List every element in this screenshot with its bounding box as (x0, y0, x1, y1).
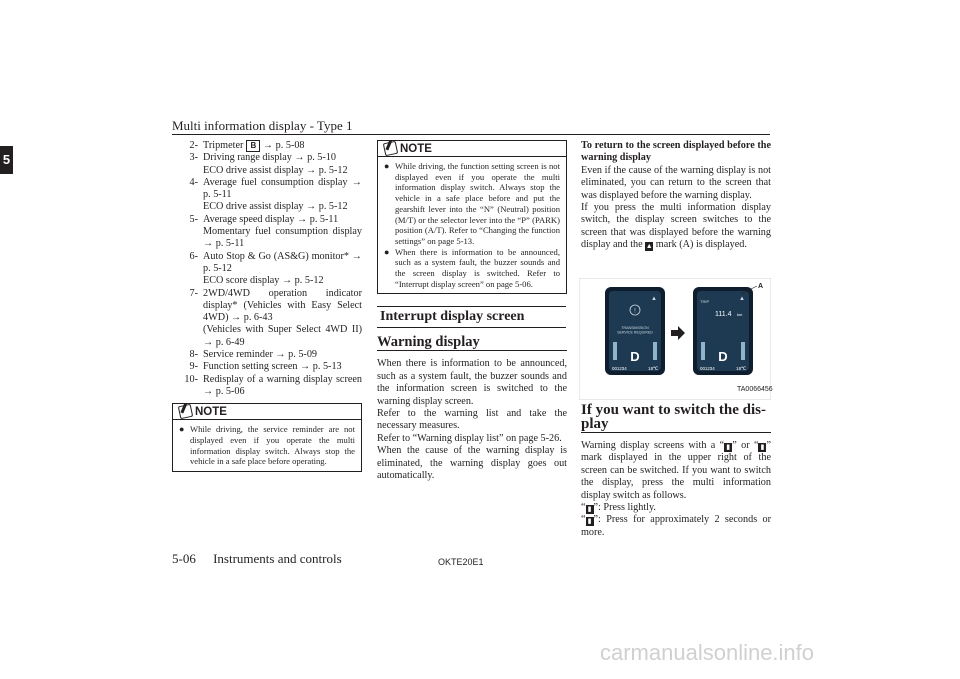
list-item-text (203, 361, 362, 373)
list-item-number: 4- (189, 176, 198, 188)
list-line: Average speed display → p. 5-11 (203, 213, 339, 225)
list-line: → p. 5-08 (260, 140, 305, 151)
display-illustration (579, 278, 771, 400)
right-screen-odo: 001234 (700, 366, 715, 371)
paragraph: Refer to “Warning display list” on page 5-26. (377, 432, 562, 444)
switch-option-2 (581, 514, 771, 539)
list-item (172, 140, 362, 152)
list-line: Average fuel consumption display → p. 5-11 (203, 176, 362, 201)
tripmeter-b-icon: B (246, 140, 260, 152)
list-item-number: 5- (189, 213, 198, 225)
note-text: While driving, the function setting screen is not displayed even if you operate the multi information display switch. Always stop the vehicle in a safe place before and put the gearshift lever into the “N” (Neutral) position (M/T) or the selector lever into the “P” (PARK) position (A/T). Refer to “Changing the function settings” on page 5-13. (395, 161, 560, 246)
list-line: (Vehicles with Super Select 4WD II) → p. 6-49 (203, 324, 362, 348)
list-item (172, 349, 362, 361)
list-line: 2WD/4WD operation indicator display* (Vehicles with Easy Select 4WD) → p. 6-43 (203, 287, 362, 324)
switch-heading-line1: If you want to switch the dis- (581, 402, 767, 418)
warning-display-figure (579, 278, 771, 400)
note-header (173, 404, 361, 420)
header-rule (172, 134, 770, 135)
list-item-text (203, 349, 362, 361)
list-item-text (203, 288, 362, 349)
double-mark-icon: ▮ (758, 443, 766, 452)
switch-heading-rule (581, 432, 771, 433)
list-line: Auto Stop & Go (AS&G) monitor* → p. 5-12 (203, 250, 362, 274)
left-screen-gear: D (630, 349, 640, 364)
footer-page (172, 551, 342, 567)
switch-text: “ (581, 514, 586, 526)
mark-a-icon: ▲ (645, 243, 653, 251)
left-screen-line1: TRANSMISSION (621, 326, 649, 330)
left-column (172, 140, 362, 472)
footer-page-number: 5-06 (172, 551, 196, 566)
middle-column (377, 140, 567, 483)
switch-text: Warning display screens with a “ (581, 440, 725, 451)
footer-code: OKTE20E1 (438, 557, 484, 567)
return-paragraph-1: Even if the cause of the warning display is not eliminated, you can return to the screen that was displayed before the warning display. (581, 164, 771, 201)
note-text: When there is information to be announced, such as a system fault, the buzzer sounds and the screen display is switched. Refer to “Interrupt display screen” on page 5-06. (395, 246, 560, 289)
list-item-number: 7- (189, 287, 198, 299)
section-heading-interrupt (377, 306, 566, 328)
bullet-icon: ● (384, 161, 390, 171)
list-item (172, 152, 362, 177)
pencil-icon (178, 404, 193, 419)
list-item-number: 6- (189, 250, 198, 262)
list-line: Tripmeter (203, 140, 244, 151)
reference-list (172, 140, 362, 398)
note-item (179, 424, 355, 467)
list-item-text (203, 374, 362, 399)
list-line: Redisplay of a warning display screen → p. 5-06 (203, 373, 362, 397)
pencil-icon (383, 141, 398, 156)
note-box-left (172, 403, 362, 472)
figure-label-a: A (758, 283, 764, 290)
switch-text: ”: Press for approximately 2 seconds or more. (581, 514, 771, 538)
list-item (172, 288, 362, 349)
list-item-text (203, 177, 362, 214)
switch-option-1 (581, 502, 771, 514)
note-item (384, 247, 560, 290)
list-item-text (203, 152, 362, 177)
note-header (378, 141, 566, 157)
switch-heading (581, 403, 771, 431)
right-screen-unit: km (737, 312, 743, 317)
paragraph: When the cause of the warning display is eliminated, the warning display goes out automatically. (377, 445, 567, 482)
switch-paragraph (581, 440, 771, 502)
right-screen-trip: TRIP (700, 299, 710, 304)
watermark: carmanualsonline.info (600, 640, 815, 665)
list-item-number: 10- (184, 373, 198, 385)
list-line: Momentary fuel consumption display → p. 5-11 (203, 226, 362, 250)
svg-text:▲: ▲ (651, 296, 657, 302)
note-text: While driving, the service reminder are not displayed even if you operate the multi information display switch. Always stop the vehicle in a safe place before operating. (190, 424, 355, 467)
list-item-number: 2- (189, 140, 198, 151)
right-screen-value: 111.4 (715, 311, 732, 318)
list-item (172, 361, 362, 373)
list-item-number: 8- (189, 349, 198, 361)
list-line: ECO drive assist display → p. 5-12 (203, 201, 348, 213)
note-item (384, 161, 560, 247)
svg-text:!: ! (634, 308, 636, 315)
left-screen-temp: 18℃ (648, 366, 658, 371)
return-paragraph-2 (581, 202, 771, 252)
list-item-text (203, 251, 362, 288)
note-title: NOTE (195, 405, 227, 418)
subheading-warning-display: Warning display (377, 334, 480, 351)
list-item-text (203, 140, 362, 152)
left-screen-line2: SERVICE REQUIRED (617, 330, 653, 335)
bullet-icon: ● (384, 246, 390, 257)
switch-text: ”: Press lightly. (593, 502, 656, 514)
paragraph: When there is information to be announced, such as a system fault, the buzzer sounds and the information screen is switched to the warning display screen. (377, 358, 567, 407)
bullet-icon: ● (179, 424, 185, 435)
list-item (172, 177, 362, 214)
right-screen-temp: 18℃ (736, 366, 746, 371)
list-item-number: 9- (189, 361, 198, 373)
list-line: ECO score display → p. 5-12 (203, 275, 324, 287)
switch-section (581, 403, 771, 539)
note-title: NOTE (400, 142, 432, 155)
return-title: To return to the screen displayed before the warning display (581, 140, 771, 164)
list-item (172, 214, 362, 251)
subheading-rule (377, 350, 567, 351)
left-screen-odo: 001234 (612, 366, 627, 371)
figure-code: TA0066456 (737, 386, 773, 393)
page-header: Multi information display - Type 1 (172, 118, 353, 133)
list-item-number: 3- (189, 152, 198, 164)
single-mark-icon: ▮ (724, 443, 732, 452)
right-screen-gear: D (718, 349, 728, 364)
switch-heading-line2: play (581, 416, 609, 432)
right-column (581, 140, 771, 252)
list-line: ECO drive assist display → p. 5-12 (203, 164, 348, 176)
list-line: Driving range display → p. 5-10 (203, 152, 336, 164)
list-line: Function setting screen → p. 5-13 (203, 361, 342, 373)
paragraph: Refer to the warning list and take the necessary measures. (377, 408, 567, 432)
chapter-tab: 5 (0, 146, 13, 174)
footer-section: Instruments and controls (213, 551, 342, 566)
switch-text: “ (581, 502, 586, 514)
section-heading-text: Interrupt display screen (380, 309, 525, 325)
switch-text: ” mark displayed in the upper right of the screen can be switched. If you want to switch the display, press the multi information display switch as follows. (581, 440, 772, 501)
return-text-b: mark (A) is displayed. (653, 239, 747, 251)
list-item (172, 251, 362, 288)
interrupt-body (377, 358, 567, 482)
double-mark-icon: ▮ (586, 517, 594, 526)
list-item-text (203, 214, 362, 251)
list-item (172, 374, 362, 399)
return-text-a: If you press the multi information display switch, the display screen switches to the screen that was displayed before the warning display and the (581, 202, 771, 251)
svg-text:▲: ▲ (739, 296, 745, 302)
single-mark-icon: ▮ (586, 505, 594, 514)
list-line: Service reminder → p. 5-09 (203, 349, 318, 361)
switch-text: ” or “ (732, 440, 759, 451)
note-box-middle (377, 140, 567, 294)
